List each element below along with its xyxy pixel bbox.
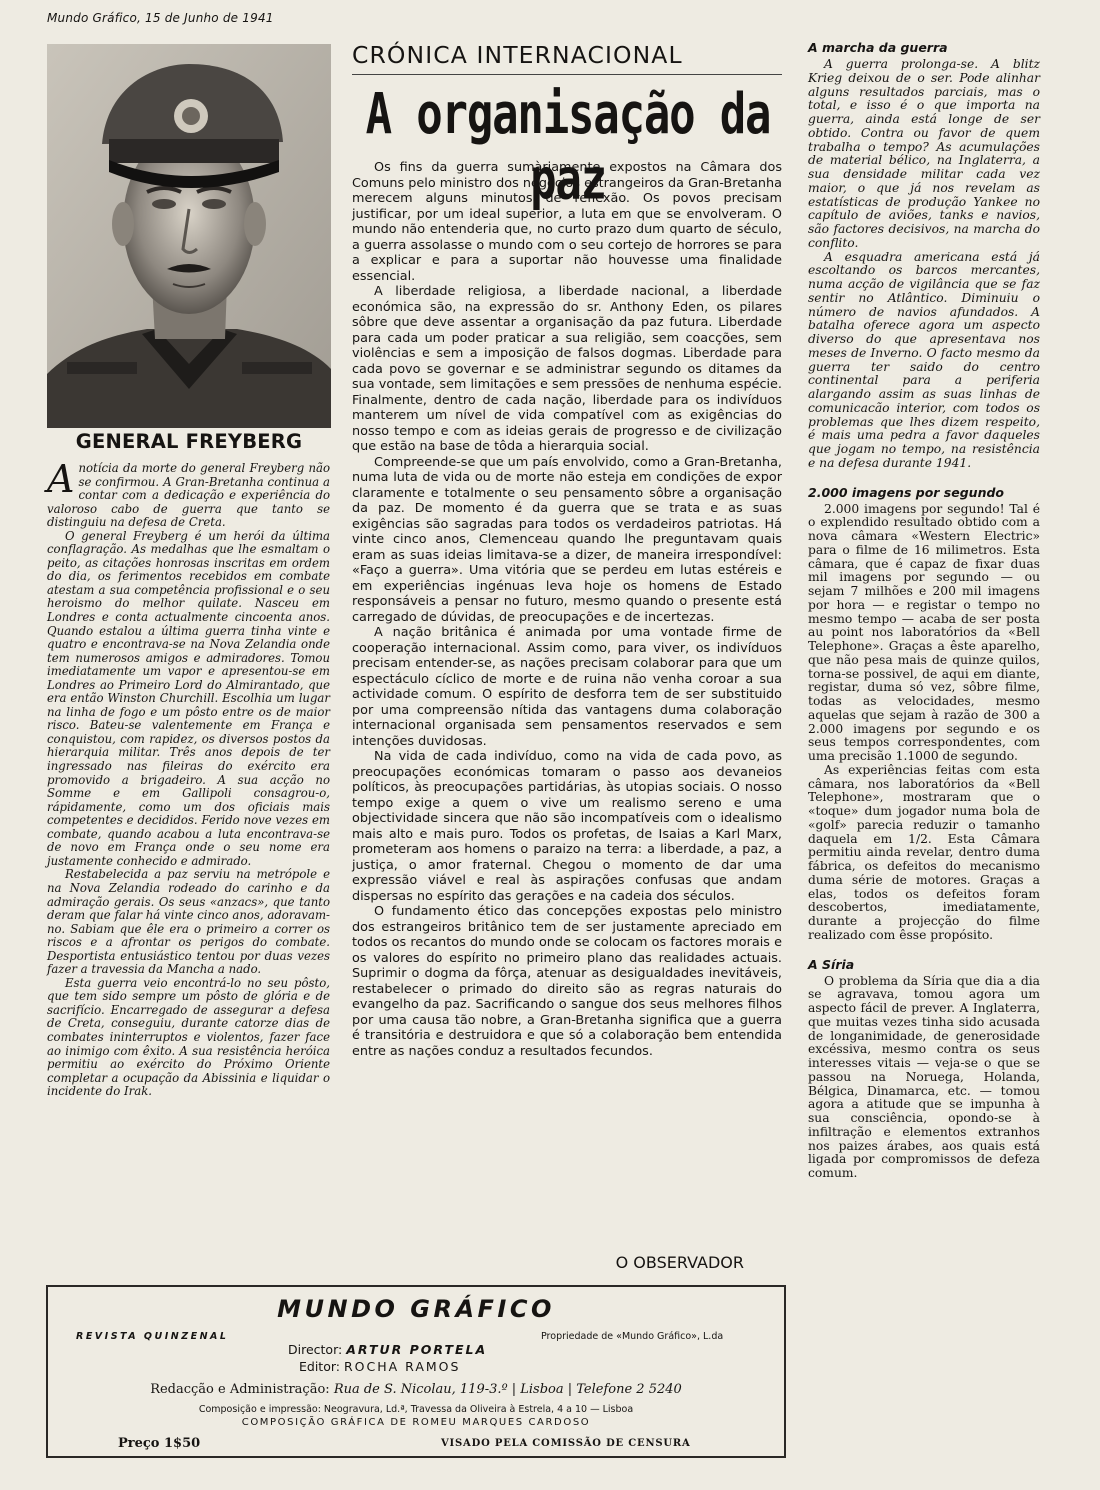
editor-label: Editor: [299, 1359, 340, 1374]
freyberg-paragraph: Esta guerra veio encontrá-lo no seu pôsto, que tem sido sempre um pôsto de glória e de sacrifício. Encarregado de assegurar a defesa de Creta, conseguiu, durante catorze dias de combates ininterruptos e violentos, fazer face ao inimigo com êxito. A sua resistência heróica permitiu ao exército do Próximo Oriente completar a ocupação da Abissinia e liquidar o incidente do Irak. [47, 975, 330, 1099]
issue-date-line: Mundo Gráfico, 15 de Junho de 1941 [47, 11, 274, 25]
masthead-title: MUNDO GRÁFICO [277, 1295, 555, 1323]
address-value: Rua de S. Nicolau, 119-3.º | Lisboa | Telefone 2 5240 [333, 1382, 682, 1397]
brief-paragraph: O problema da Síria que dia a dia se agravava, tomou agora um aspecto fácil de prever. A Inglaterra, que muitas vezes tinha sido acusada de longanimidade, de generosidade excéssiva, mesmo contra os seus interesses vitais — veja-se o que se passou na Noruega, Holanda, Bélgica, Dinamarca, etc. — tomou agora a atitude que se impunha à sua consciência, opondo-se à infiltração e elementos extranhos nos paizes árabes, aos quais está ligada por compromissos de defeza comum. [808, 973, 1040, 1180]
brief-paragraph: As experiências feitas com esta câmara, nos laboratórios da «Bell Telephone», mostraram que o «toque» dum jogador numa bola de «golf» parecia reduzir o tamanho daquela em 1/2. Esta Câmara permitiu ainda revelar, dentro duma fábrica, os defeitos do mecanismo duma série de motores. Graças a elas, todos os defeitos foram descobertos, imediatamente, durante a projecção do filme realizado com êsse propósito. [808, 762, 1040, 942]
masthead-printing: Composição e impressão: Neogravura, Ld.ª, Travessa da Oliveira à Estrela, 4 a 10 — Lisboa [198, 1404, 634, 1415]
brief-title-war: A marcha da guerra [808, 40, 948, 55]
general-portrait-photo [47, 44, 331, 428]
drop-cap: A [47, 457, 75, 501]
freyberg-paragraph-text: notícia da morte do general Freyberg não se confirmou. A Gran-Bretanha continua a contar com a dedicação e experiência do valoroso cabo de guerra que tanto se distinguiu na defesa de Creta. [47, 461, 330, 530]
masthead-address [48, 1382, 784, 1397]
kicker-divider [352, 74, 782, 75]
masthead-editor [299, 1359, 460, 1374]
brief-paragraph: 2.000 imagens por segundo! Tal é o explendido resultado obtido com a nova câmara «Western Electric» para o filme de 16 milimetros. Esta câmara, que é capaz de fixar duas mil imagens por segundo — ou sejam 7 milhões e 200 mil imagens por hora — e registar o tempo no mesmo tempo — acaba de ser posta au point nos laboratórios da «Bell Telephone». Graças a êste aparelho, que não pesa mais de quinze quilos, torna-se possivel, de aqui em diante, registar, duma só vez, sôbre filme, todas as velocidades, mesmo aquelas que sejam à razão de 300 a 2.000 imagens por segundo e os seus tempos correspondentes, com uma precisão 1.1000 de segundo. [808, 501, 1040, 763]
article-headline: A organisação da paz [365, 82, 771, 213]
section-kicker: CRÓNICA INTERNACIONAL [352, 41, 683, 69]
article-paragraph: O fundamento ético das concepções expostas pelo ministro dos estrangeiros britânico tem de ser justamente apreciado em todos os recantos do mundo onde se colocam os factores morais e os valores do espírito no primeiro plano das realidades actuais. Suprimir o dogma da fôrça, atenuar as desigualdades inevitáveis, restabelecer o primado do direito são as regras naturais do evangelho da paz. Sacrificando o sangue dos seus melhores filhos por uma causa tão nobre, a Gran-Bretanha significa que a guerra é transitória e destruidora e que só a colaboração bem entendida entre as nações conduz a resultados fecundos. [352, 904, 782, 1059]
main-article [352, 160, 782, 1059]
director-label: Director: [288, 1342, 343, 1357]
masthead-box [46, 1285, 786, 1458]
freyberg-heading: GENERAL FREYBERG [75, 430, 303, 453]
article-paragraph: Compreende-se que um país envolvido, como a Gran-Bretanha, numa luta de vida ou de morte não esteja em condições de expor claramente e totalmente o seu pensamento sôbre a organisação da paz. De momento é da guerra que se trata e as suas exigências são sagradas para todos os verdadeiros patriotas. Há vinte cinco anos, Clemenceau quando lhe preguntavam quais eram as suas ideias limitava-se a dizer, de maneira irrespondível: «Faço a guerra». Uma vitória que se perdeu em lutas estéreis e em experiências ingénuas leva hoje os homens de Estado responsáveis a pensar no futuro, mesmo quando o presente está carregado de dúvidas, de preocupações e de incertezas. [352, 454, 782, 625]
brief-paragraph: A guerra prolonga-se. A blitz Krieg deixou de o ser. Pode alinhar alguns resultados parciais, mas o total, e isso é o que importa na guerra, ainda está longe de ser obtido. Contra ou favor de quem trabalha o tempo? As acumulações de material bélico, na Inglaterra, a sua densidade militar cada vez maior, o que já nos revelam as estatísticas de produção Yankee no capítulo de aviões, tanks e navios, são factores decisivos, na marcha do conflito. [808, 57, 1040, 250]
brief-title-camera: 2.000 imagens por segundo [808, 484, 1005, 500]
article-paragraph: A liberdade religiosa, a liberdade nacional, a liberdade económica são, na expressão do sr. Anthony Eden, os pilares sôbre que deve assentar a organisação da paz futura. Liberdade para cada um poder praticar a sua religião, sem coacções, sem violências e sem a imposição de falsos dogmas. Liberdade para cada povo se governar e se administrar segundo os ditames da sua vontade, sem limitações e sem pressões de nenhuma espécie. Finalmente, dentro de cada nação, liberdade para os indivíduos manterem um nível de vida compatível com as exigências do nosso tempo e com as ideias gerais de progresso e de civilização que estão na base de tôda a hierarquia social. [352, 284, 782, 454]
editor-name: ROCHA RAMOS [343, 1359, 461, 1374]
article-paragraph: Os fins da guerra sumàriamente expostos na Câmara dos Comuns pelo ministro dos negócios estrangeiros da Gran-Bretanha merecem alguns minutos de reflexão. Os povos precisam justificar, por um ideal superior, a luta em que se envolveram. O mundo não entenderia que, no curto prazo dum quarto de século, a guerra assolasse o mundo com o seu cortejo de horrores se para a explicar e para a suportar não houvesse uma finalidade essencial. [352, 160, 782, 284]
brief-title-syria: A Síria [808, 956, 855, 972]
freyberg-article [47, 457, 330, 1099]
masthead-composition: COMPOSIÇÃO GRÁFICA DE ROMEU MARQUES CARDOSO [241, 1417, 591, 1428]
article-paragraph: Na vida de cada indivíduo, como na vida de cada povo, as preocupações económicas tomaram o passo aos devaneios políticos, às preocupações partidárias, às utopias sociais. O nosso tempo exige a quem o vive um realismo sereno e uma objectividade sincera que não são incompatíveis com o idealismo mais alto e mais puro. Todos os profetas, de Isaias a Karl Marx, prometeram aos homens o paraizo na terra: a liberdade, a paz, a justiça, o amor fraternal. Chegou o momento de dar uma expressão viável e real às aspirações confusas que andam dispersas no espírito das gerações e na cadeia dos séculos. [352, 749, 782, 904]
freyberg-paragraph: Restabelecida a paz serviu na metrópole e na Nova Zelandia rodeado do carinho e da admiração gerais. Os seus «anzacs», que tanto deram que falar há vinte cinco anos, adoravam-no. Sabiam que êle era o primeiro a correr os riscos e a afrontar os perigos do combate. Desportista entusiástico tentou por duas vezes fazer a travessia da Mancha a nado. [47, 867, 330, 977]
masthead-property: Propriedade de «Mundo Gráfico», L.da [541, 1331, 724, 1342]
article-paragraph: A nação britânica é animada por uma vontade firme de cooperação internacional. Assim como, para viver, os indivíduos precisam entender-se, as nações precisam colaborar para que um espectáculo cíclico de morte e de ruina não venha coroar a sua actividade comum. O espírito de desforra tem de ser substituido por uma compreensão nítida das vantagens duma colaboração internacional organisada sem pensamentos reservados e sem intenções duvidosas. [352, 625, 782, 749]
article-signature: O OBSERVADOR [615, 1253, 744, 1272]
masthead-price: Preço 1$50 [118, 1436, 201, 1451]
freyberg-paragraph [47, 457, 330, 530]
masthead-censorship: VISADO PELA COMISSÃO DE CENSURA [441, 1438, 691, 1449]
brief-paragraph: A esquadra americana está já escoltando os barcos mercantes, numa acção de vigilância que se faz sentir no Atlântico. Diminuiu o número de navios afundados. A batalha oferece agora um aspecto diverso do que apresentava nos meses de Inverno. O facto mesmo da guerra ter saido do centro continental para a periferia alargando assim as suas linhas de comunicacão interior, com todos os problemas que lhes dizem respeito, é mais uma pedra a favor daqueles que jogam no tempo, na resistência e na defesa durante 1941. [808, 249, 1040, 470]
freyberg-paragraph: O general Freyberg é um herói da última conflagração. As medalhas que lhe esmaltam o peito, as citações honrosas inscritas em ordem do dia, os ferimentos recebidos em combate atestam a sua competência profissional e o seu heroismo do melhor quilate. Nasceu em Londres e conta actualmente cincoenta anos. Quando estalou a última guerra tinha vinte e quatro e encontrava-se na Nova Zelandia onde tem numerosos amigos e admiradores. Tomou imediatamente um vapor e apresentou-se em Londres ao Primeiro Lord do Almirantado, que era então Winston Churchill. Escolhia um lugar na linha de fogo e um pôsto entre os de maior risco. Bateu-se valentemente em França e conquistou, com rapidez, os diversos postos da hierarquia militar. Três anos depois de ter ingressado nas fileiras do exército era promovido a brigadeiro. A sua acção no Somme e em Gallipoli consagrou-o, rápidamente, como um dos oficiais mais competentes e decididos. Ferido nove vezes em combate, quando acabou a luta encontrava-se de novo em França onde o seu nome era justamente conhecido e admirado. [47, 528, 330, 868]
news-briefs-column [808, 40, 1040, 1181]
masthead-subtitle: REVISTA QUINZENAL [76, 1331, 229, 1342]
masthead-director [288, 1342, 487, 1357]
director-name: ARTUR PORTELA [346, 1342, 488, 1357]
address-label: Redacção e Administração: [150, 1382, 330, 1397]
